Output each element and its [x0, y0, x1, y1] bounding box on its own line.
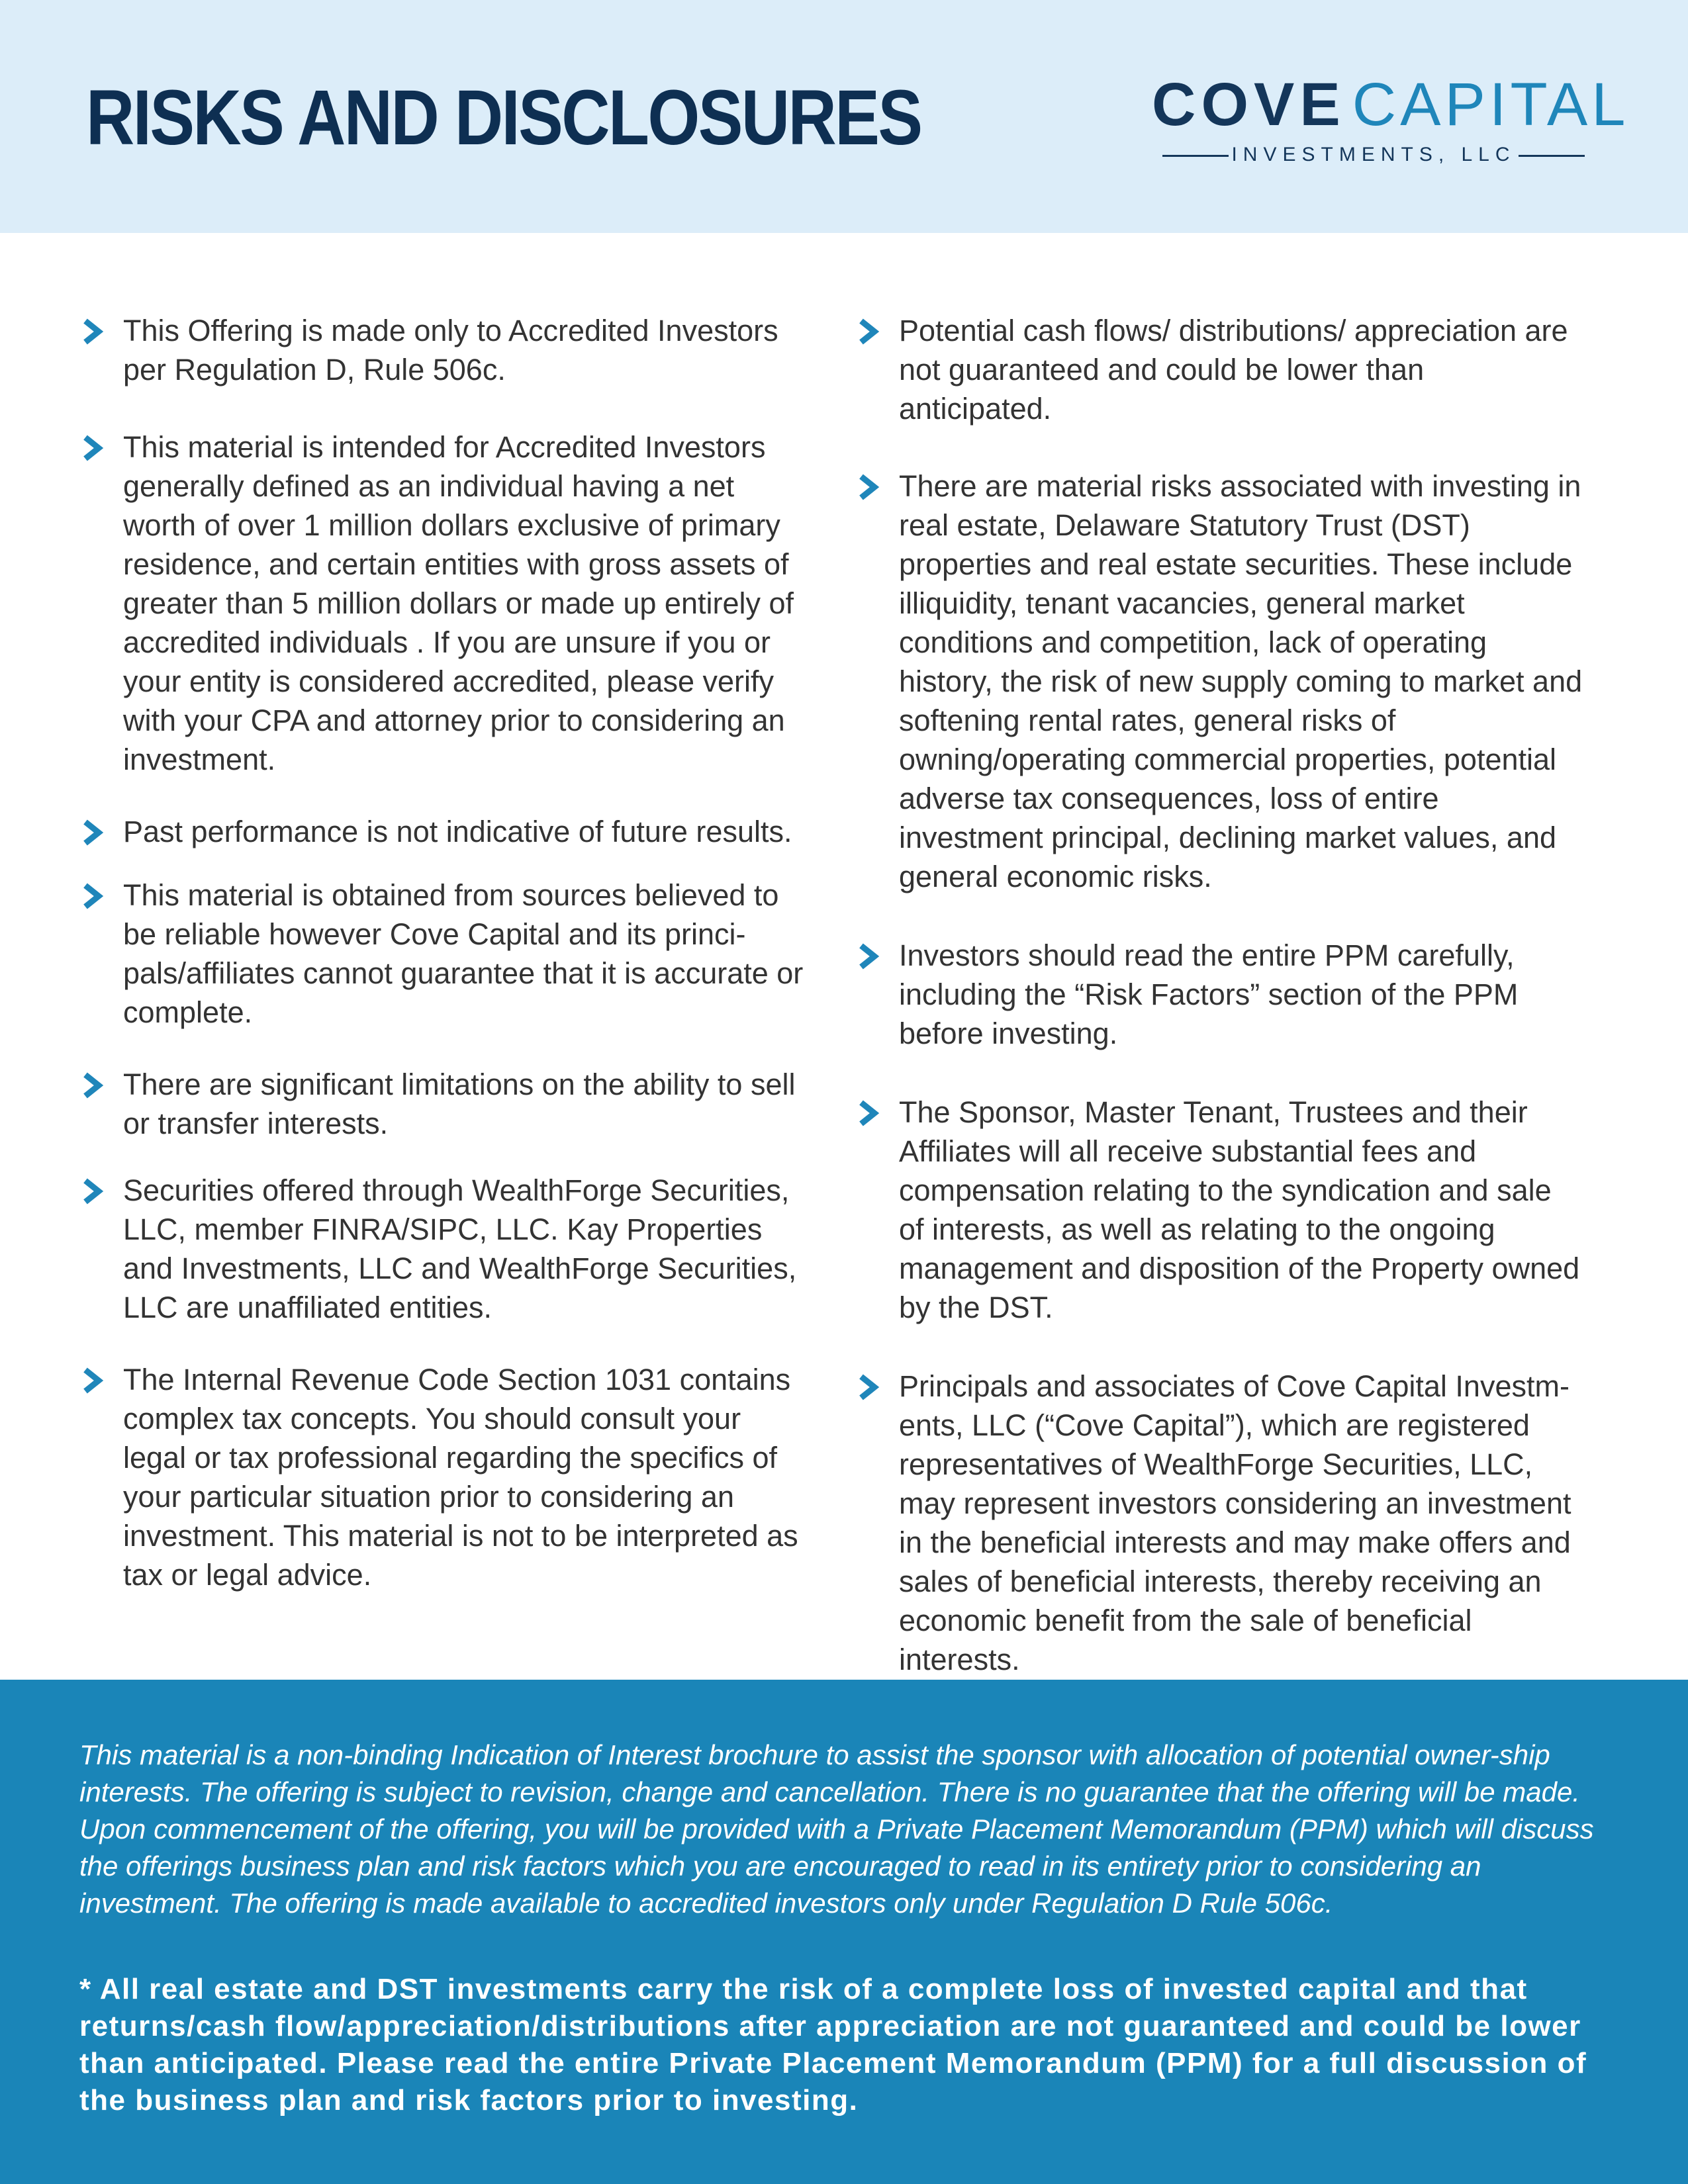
logo-rule-right — [1519, 155, 1585, 157]
disclosure-item — [79, 1171, 808, 1327]
logo-subtitle-text: INVESTMENTS, LLC — [1231, 144, 1516, 165]
disclosure-text: There are significant limitations on the ability to sell or transfer interests. — [123, 1068, 796, 1140]
chevron-right-icon — [79, 1071, 106, 1099]
disclosure-text: Principals and associates of Cove Capital Investm-ents, LLC (“Cove Capital”), which are registered representatives of WealthForge Securities, LLC, may represent investors considering an investment in the beneficial interests and may make offers and sales of beneficial interests, thereby receiving an economic benefit from the sale of beneficial interests. — [899, 1369, 1571, 1676]
left-disclosure-column — [79, 311, 808, 1594]
chevron-right-icon — [855, 318, 882, 345]
disclosure-item — [855, 311, 1583, 428]
footer-disclaimer: This material is a non-binding Indication of Interest brochure to assist the sponsor with allocation of potential owner-ship interests. The offering is subject to revision, change and cancellation. There is no guarantee that the offering will be made. Upon commencement of the offering, you will be provided with a Private Placement Memorandum (PPM) which will discuss the offerings business plan and risk factors which you are encouraged to read in its entirety prior to considering an investment. The offering is made available to accredited investors only under Regulation D Rule 506c. — [79, 1739, 1594, 1919]
disclosure-text: Securities offered through WealthForge Securities, LLC, member FINRA/SIPC, LLC. Kay Properties and Investments, LLC and WealthForge Securities, LLC are unaffiliated entities. — [123, 1173, 797, 1324]
disclosure-item — [79, 428, 808, 779]
chevron-right-icon — [855, 942, 882, 970]
disclosure-item — [855, 467, 1583, 896]
chevron-right-icon — [79, 318, 106, 345]
logo-capital-text: CAPITAL — [1352, 71, 1630, 138]
disclosure-text: This material is obtained from sources believed to be reliable however Cove Capital and its princi-pals/affiliates cannot guarantee that it is accurate or complete. — [123, 878, 804, 1029]
chevron-right-icon — [79, 882, 106, 910]
chevron-right-icon — [79, 1177, 106, 1205]
disclosure-item — [855, 936, 1583, 1053]
disclosure-item — [855, 1093, 1583, 1327]
footer-risk-warning: * All real estate and DST investments carry the risk of a complete loss of invested capital and that returns/cash flow/appreciation/distributions after appreciation are not guaranteed and could be lower than anticipated. Please read the entire Private Placement Memorandum (PPM) for a full discussion of the business plan and risk factors prior to investing. — [79, 1973, 1587, 2116]
logo-subtitle — [1152, 140, 1595, 167]
logo-rule-left — [1162, 155, 1229, 157]
disclosure-item — [79, 1360, 808, 1594]
disclosure-text: Past performance is not indicative of future results. — [123, 815, 792, 848]
disclosure-text: The Sponsor, Master Tenant, Trustees and their Affiliates will all receive substantial fees and compensation relating to the syndication and sale of interests, as well as relating to the ongoing management and disposition of the Property owned by the DST. — [899, 1095, 1580, 1324]
chevron-right-icon — [79, 819, 106, 846]
chevron-right-icon — [855, 473, 882, 501]
footer-band — [0, 1680, 1688, 2184]
disclosure-text: Potential cash flows/ distributions/ appreciation are not guaranteed and could be lower than anticipated. — [899, 314, 1568, 426]
chevron-right-icon — [79, 1367, 106, 1394]
disclosure-text: There are material risks associated with investing in real estate, Delaware Statutory Trust (DST) properties and real estate securities. These include illiquidity, tenant vacancies, general market conditions and competition, lack of operating history, the risk of new supply coming to market and softening rental rates, general risks of owning/operating commercial properties, potential adverse tax consequences, loss of entire investment principal, declining market values, and general economic risks. — [899, 469, 1583, 893]
header-band — [0, 0, 1688, 233]
chevron-right-icon — [855, 1099, 882, 1127]
chevron-right-icon — [79, 434, 106, 462]
disclosure-item — [855, 1367, 1583, 1679]
logo-cove-text: COVE — [1152, 71, 1346, 138]
disclosure-text: This material is intended for Accredited Investors generally defined as an individual having a net worth of over 1 million dollars exclusive of primary residence, and certain entities with gross assets of greater than 5 million dollars or made up entirely of accredited individuals . If you are unsure if you or your entity is considered accredited, please verify with your CPA and attorney prior to considering an investment. — [123, 430, 794, 776]
chevron-right-icon — [855, 1373, 882, 1401]
right-disclosure-column — [855, 311, 1583, 1679]
cove-capital-logo — [1152, 71, 1630, 165]
disclosure-item — [79, 876, 808, 1032]
logo-wordmark — [1152, 71, 1630, 138]
disclosure-item — [79, 1065, 808, 1143]
disclosure-text: Investors should read the entire PPM carefully, including the “Risk Factors” section of the PPM before investing. — [899, 938, 1519, 1050]
disclosure-item — [79, 812, 808, 851]
disclosure-item — [79, 311, 808, 389]
page-title: RISKS AND DISCLOSURES — [86, 74, 921, 161]
disclosure-text: This Offering is made only to Accredited Investors per Regulation D, Rule 506c. — [123, 314, 778, 387]
disclosure-text: The Internal Revenue Code Section 1031 contains complex tax concepts. You should consult your legal or tax professional regarding the specifics of your particular situation prior to considering an investment. This material is not to be interpreted as tax or legal advice. — [123, 1363, 798, 1592]
